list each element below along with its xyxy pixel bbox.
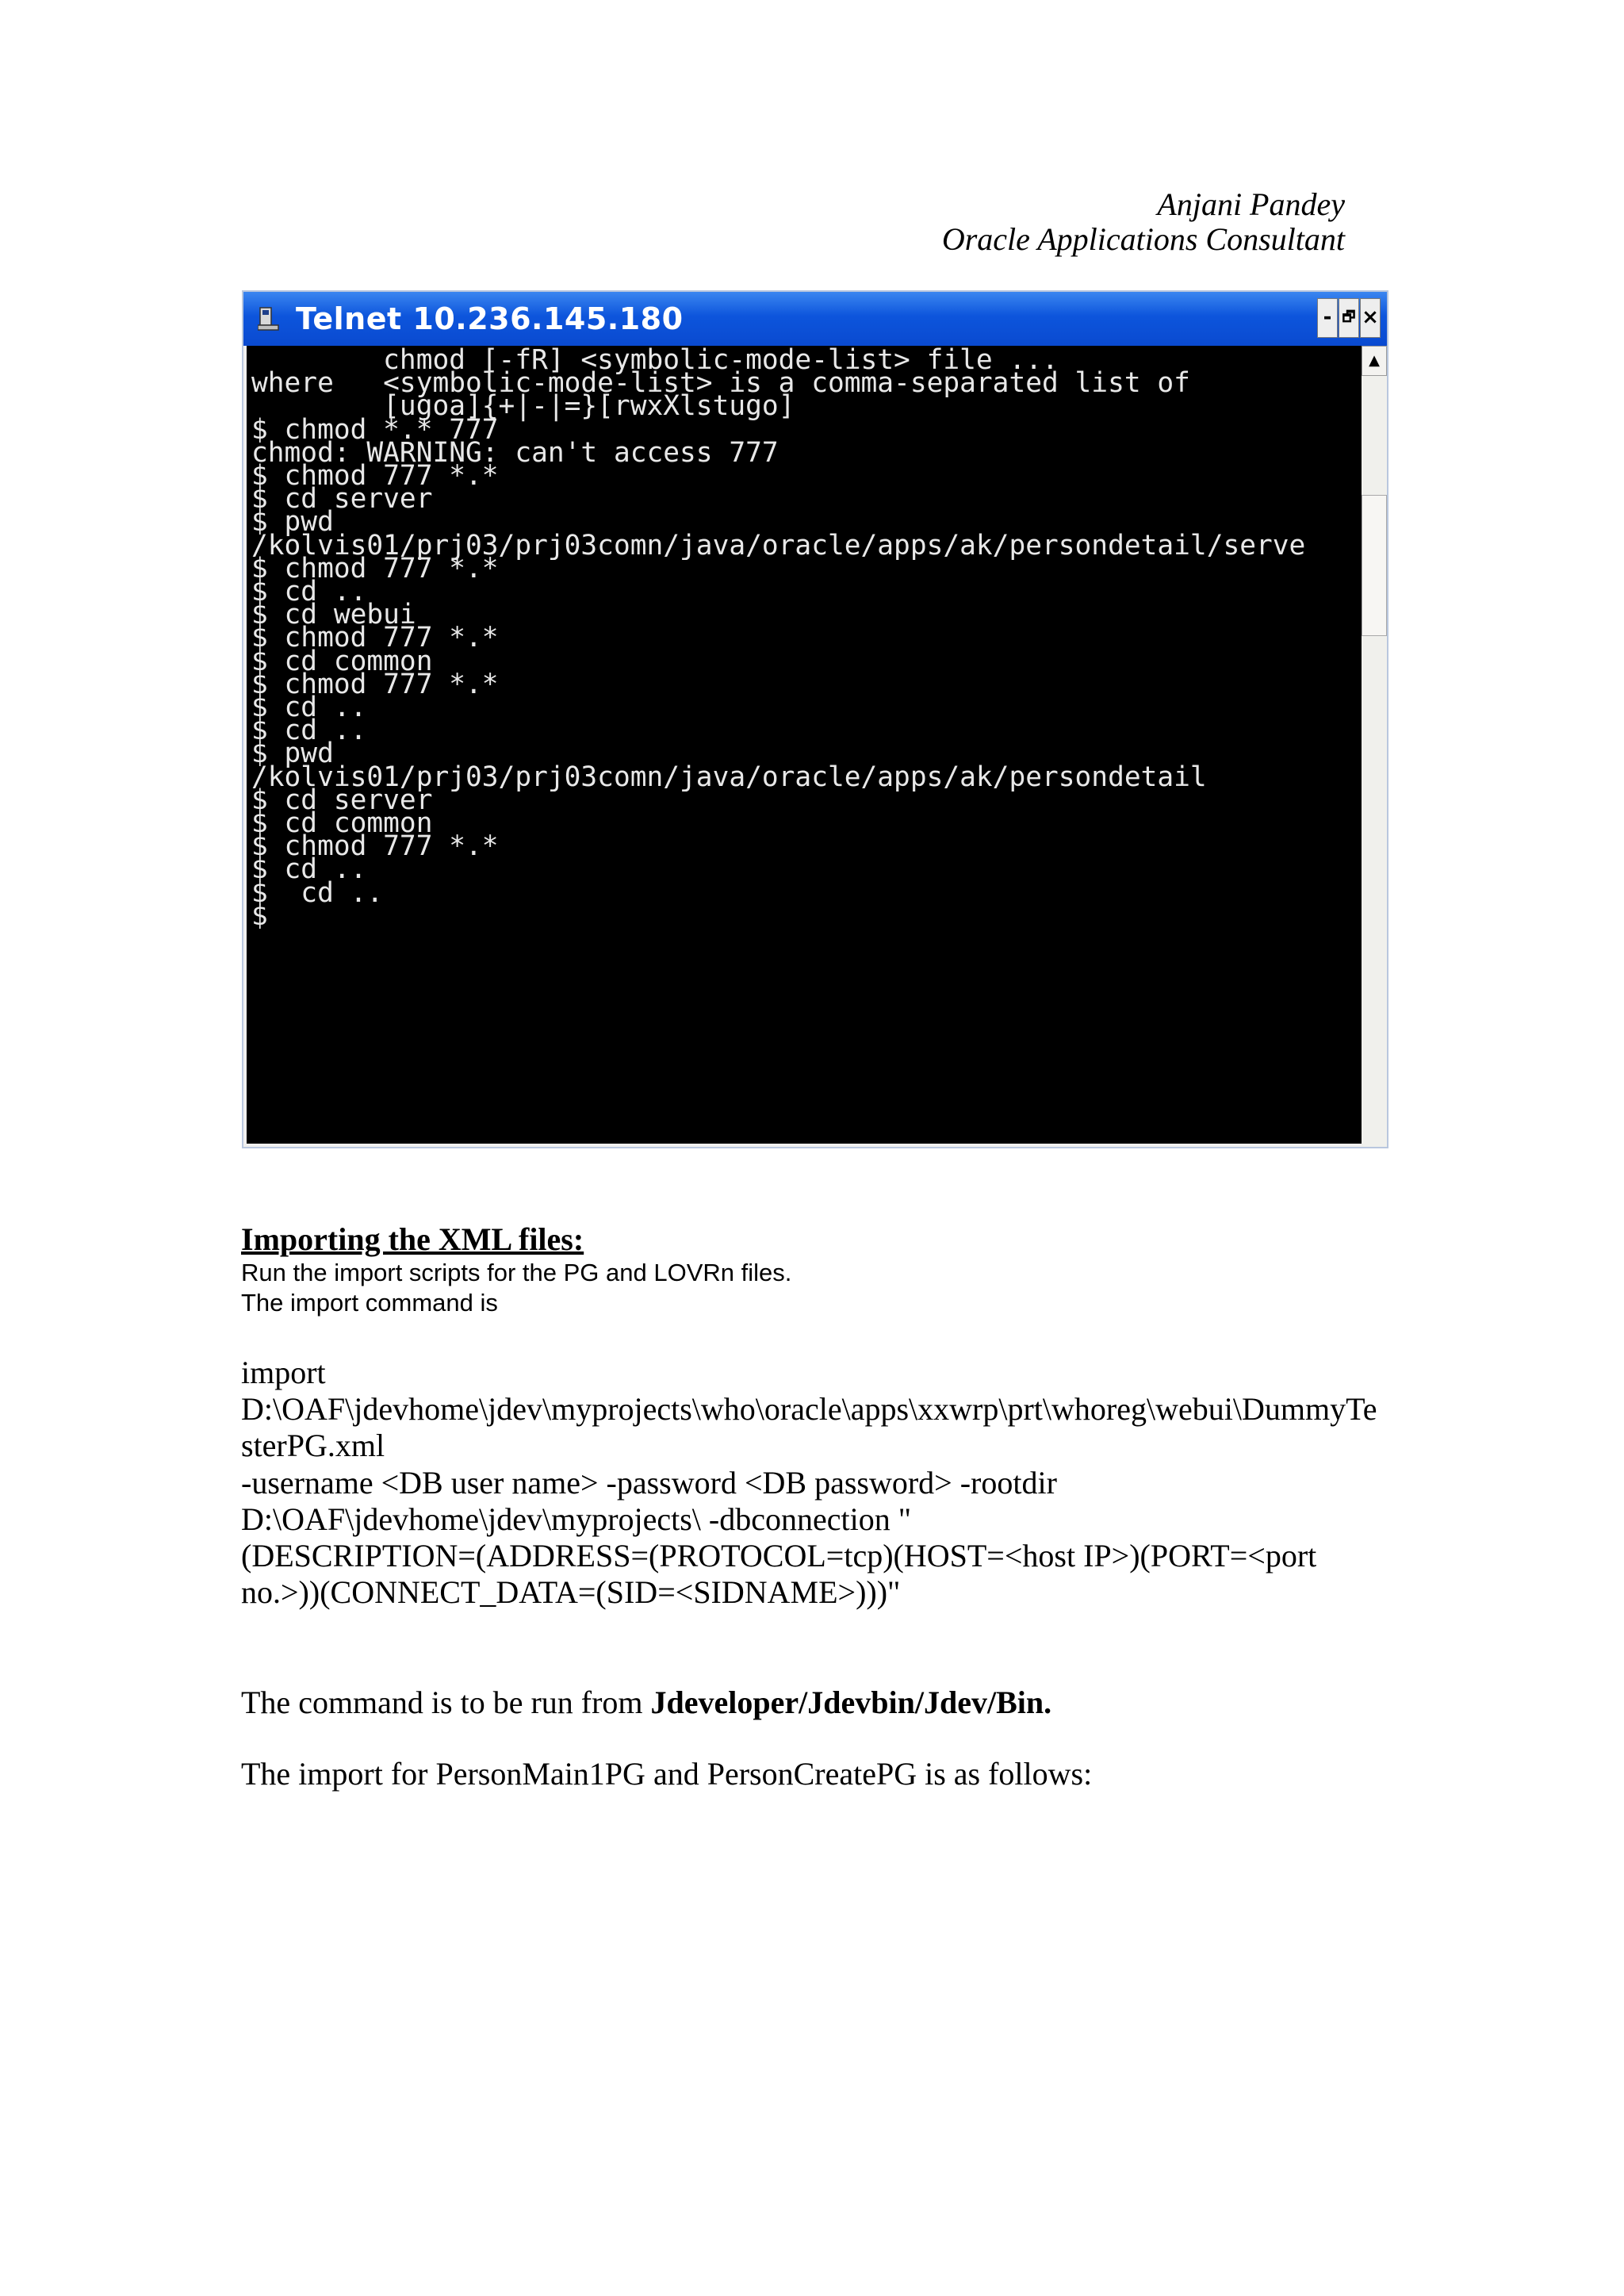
telnet-titlebar[interactable] — [243, 292, 1387, 346]
run-location-note — [241, 1685, 1051, 1721]
console-scrollbar[interactable] — [1362, 346, 1387, 1147]
author-header — [942, 187, 1345, 257]
telnet-app-icon — [258, 306, 280, 332]
run-note-path: Jdeveloper/Jdevbin/Jdev/Bin. — [650, 1685, 1052, 1720]
close-button[interactable]: × — [1360, 298, 1381, 338]
intro-text-2: The import command is — [241, 1289, 498, 1317]
intro-text-1: Run the import scripts for the PG and LOVRn files. — [241, 1259, 792, 1286]
import-command — [241, 1355, 1399, 1611]
author-name: Anjani Pandey — [1157, 186, 1345, 222]
scrollbar-thumb[interactable] — [1362, 495, 1387, 636]
minimize-button[interactable]: - — [1317, 298, 1338, 338]
scroll-up-icon[interactable]: ▲ — [1362, 346, 1387, 376]
telnet-title: Telnet 10.236.145.180 — [296, 301, 684, 336]
restore-button[interactable]: 🗗 — [1339, 298, 1359, 338]
telnet-console[interactable] — [247, 346, 1362, 1144]
command-line: no.>))(CONNECT_DATA=(SID=<SIDNAME>)))" — [241, 1574, 901, 1611]
command-line: -username <DB user name> -password <DB password> -rootdir — [241, 1464, 1057, 1501]
command-line: D:\OAF\jdevhome\jdev\myprojects\ -dbconnection " — [241, 1501, 912, 1537]
run-note-prefix: The command is to be run from — [241, 1685, 651, 1720]
section-heading: Importing the XML files: — [241, 1221, 584, 1257]
command-line: sterPG.xml — [241, 1428, 385, 1464]
console-output: chmod [-fR] <symbolic-mode-list> file ... where <symbolic-mode-list> is a comma-separated list of [ugoa]{+|-|=}[rwxXlstugo] $ chmod *.* 777 chmod: WARNING: can't access 777 $ chmod 777 *.* $ cd server $ pwd /kolvis01/prj03/prj03comn/java/oracle/apps/ak/persondetail/serve $ chmod 777 *.* $ cd .. $ cd webui $ chmod 777 *.* $ cd common $ chmod 777 *.* $ cd .. $ cd .. $ pwd /kolvis01/prj03/prj03comn/java/oracle/apps/ak/persondetail $ cd server $ cd common $ chmod 777 *.* $ cd .. $ cd .. $ — [251, 346, 1306, 932]
import-note: The import for PersonMain1PG and PersonCreatePG is as follows: — [241, 1756, 1093, 1792]
telnet-window — [242, 290, 1388, 1148]
command-line: D:\OAF\jdevhome\jdev\myprojects\who\oracle\apps\xxwrp\prt\whoreg\webui\DummyTe — [241, 1391, 1377, 1428]
command-line: import — [241, 1355, 326, 1390]
command-line: (DESCRIPTION=(ADDRESS=(PROTOCOL=tcp)(HOST=<host IP>)(PORT=<port — [241, 1538, 1317, 1574]
author-role: Oracle Applications Consultant — [941, 221, 1345, 257]
